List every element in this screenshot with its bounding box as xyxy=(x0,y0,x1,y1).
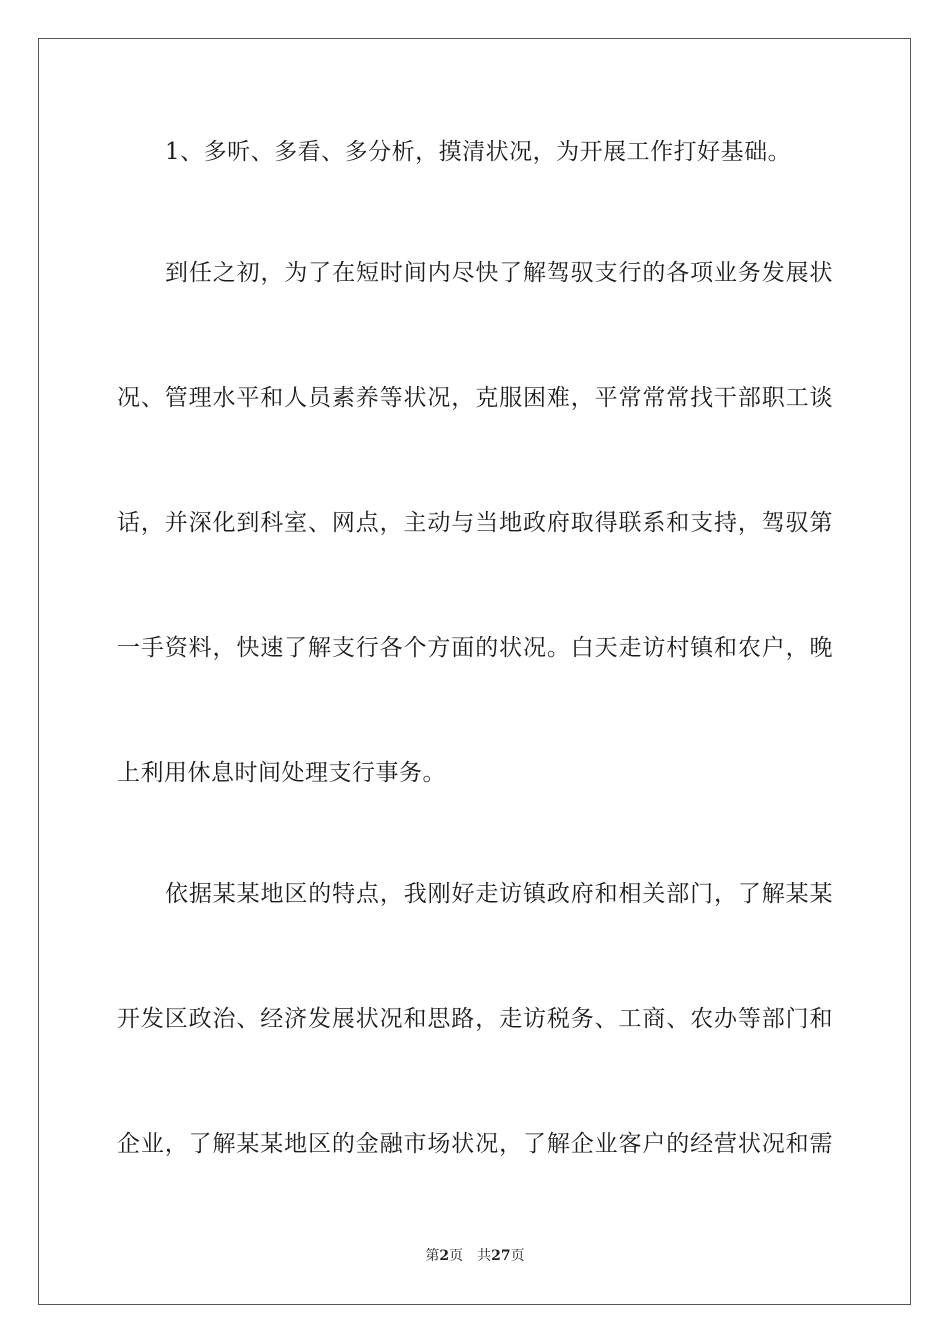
page-suffix: 页 xyxy=(449,1248,464,1264)
page-footer xyxy=(0,1246,950,1266)
page-number: 2 xyxy=(439,1248,450,1264)
paragraph-line: 到任之初，为了在短时间内尽快了解驾驭支行的各项业务发展状 xyxy=(165,260,833,286)
paragraph-line: 话，并深化到科室、网点，主动与当地政府取得联系和支持，驾驭第 xyxy=(117,510,833,536)
paragraph-line: 依据某某地区的特点，我刚好走访镇政府和相关部门，了解某某 xyxy=(165,881,833,907)
total-pages: 27 xyxy=(491,1248,511,1264)
total-prefix: 共 xyxy=(477,1248,492,1264)
paragraph-line: 开发区政治、经济发展状况和思路，走访税务、工商、农办等部门和 xyxy=(117,1006,833,1032)
total-suffix: 页 xyxy=(510,1248,525,1264)
paragraph-line: 上利用休息时间处理支行事务。 xyxy=(117,760,446,786)
page-prefix: 第 xyxy=(425,1248,440,1264)
paragraph-line: 1、多听、多看、多分析，摸清状况，为开展工作打好基础。 xyxy=(165,139,792,165)
paragraph-line: 一手资料，快速了解支行各个方面的状况。白天走访村镇和农户，晚 xyxy=(117,635,833,661)
paragraph-line: 企业，了解某某地区的金融市场状况，了解企业客户的经营状况和需 xyxy=(117,1131,833,1157)
page-frame xyxy=(38,38,911,1305)
paragraph-line: 况、管理水平和人员素养等状况，克服困难，平常常常找干部职工谈 xyxy=(117,385,833,411)
